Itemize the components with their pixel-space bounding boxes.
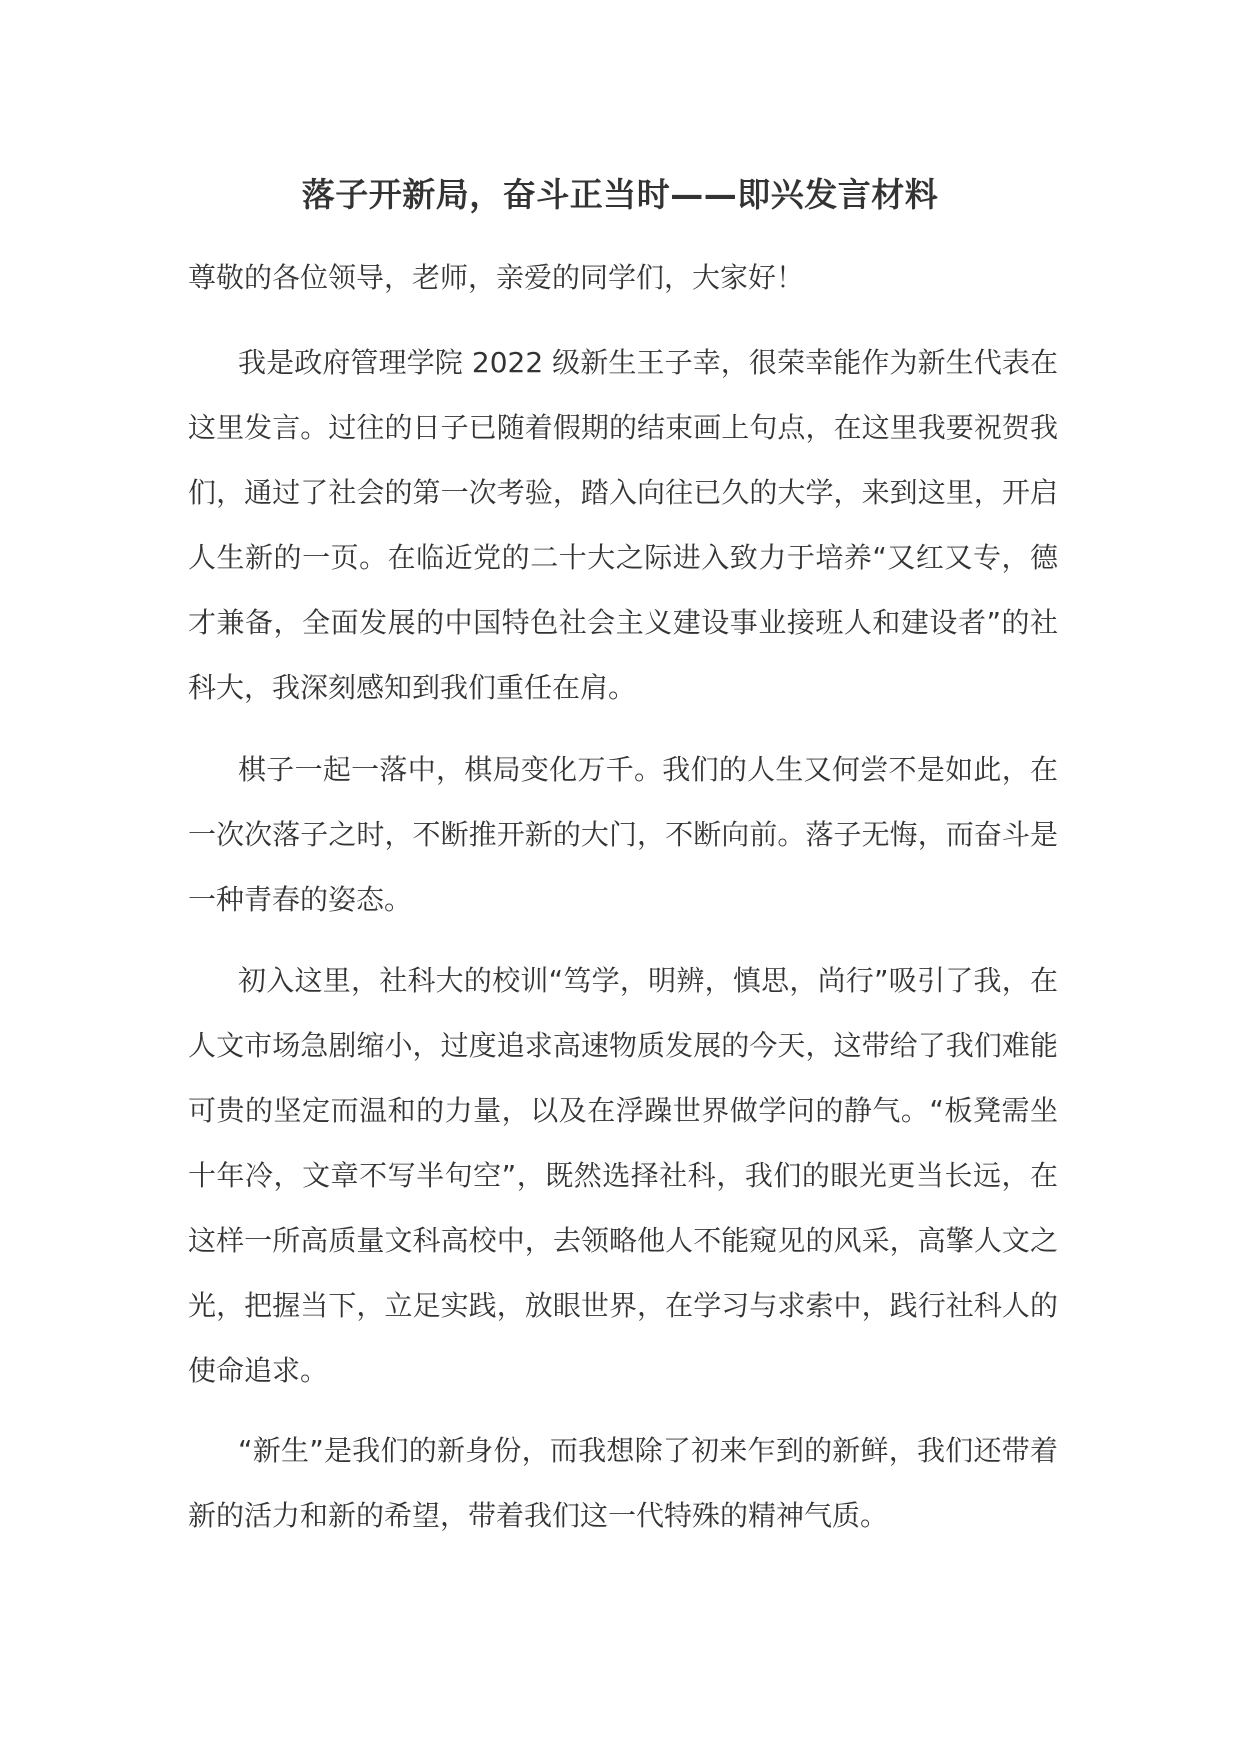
paragraph-motto: 初入这里，社科大的校训“笃学，明辨，慎思，尚行”吸引了我，在人文市场急剧缩小，过度追求高速物质发展的今天，这带给了我们难能可贵的坚定而温和的力量，以及在浮躁世界做学问的静气。“板凳需坐十年冷，文章不写半句空”，既然选择社科，我们的眼光更当长远，在这样一所高质量文科高校中，去领略他人不能窥见的风采，高擎人文之光，把握当下，立足实践，放眼世界，在学习与求索中，践行社科人的使命追求。 — [188, 964, 1058, 1387]
paragraph-new-identity: “新生”是我们的新身份，而我想除了初来乍到的新鲜，我们还带着新的活力和新的希望，带着我们这一代特殊的精神气质。 — [188, 1434, 1058, 1532]
greeting: 尊敬的各位领导，老师，亲爱的同学们，大家好！ — [188, 261, 805, 294]
paragraph-intro: 我是政府管理学院 2022 级新生王子幸，很荣幸能作为新生代表在这里发言。过往的日子已随着假期的结束画上句点，在这里我要祝贺我们，通过了社会的第一次考验，踏入向往已久的大学，来到这里，开启人生新的一页。在临近党的二十大之际进入致力于培养“又红又专，德才兼备，全面发展的中国特色社会主义建设事业接班人和建设者”的社科大，我深刻感知到我们重任在肩。 — [188, 346, 1058, 704]
paragraph-chess: 棋子一起一落中，棋局变化万千。我们的人生又何尝不是如此，在一次次落子之时，不断推开新的大门，不断向前。落子无悔，而奋斗是一种青春的姿态。 — [188, 753, 1058, 916]
document-title: 落子开新局，奋斗正当时——即兴发言材料 — [301, 175, 939, 214]
